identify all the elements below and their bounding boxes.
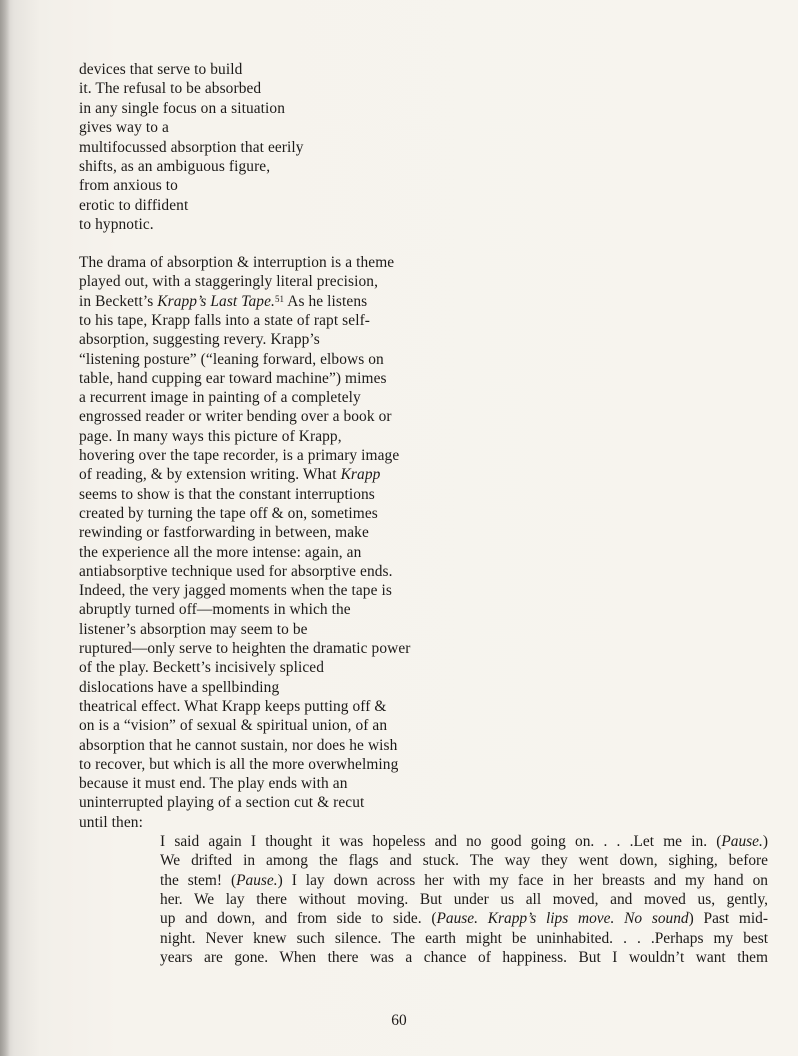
play-title: Krapp — [340, 466, 381, 484]
text-line: hovering over the tape recorder, is a primary image — [79, 447, 400, 464]
text-line: a recurrent image in painting of a completely — [79, 389, 361, 407]
text-line: theatrical effect. What Krapp keeps putting off & — [79, 697, 387, 715]
text-run: I said again I thought it was hopeless and no good going on. . . .Let me in. ( — [160, 833, 722, 850]
quote-line — [160, 871, 768, 890]
text-line: engrossed reader or writer bending over a book or — [79, 408, 392, 426]
text-line: seems to show is that the constant interruptions — [79, 485, 375, 503]
text-run: in Beckett’s — [79, 292, 158, 310]
text-line: absorption that he cannot sustain, nor does he wish — [79, 736, 398, 754]
text-run: ) — [762, 833, 768, 850]
text-line: page. In many ways this picture of Krapp, — [79, 427, 342, 445]
text-line: dislocations have a spellbinding — [79, 678, 280, 696]
text-line: uninterrupted playing of a section cut & recut — [79, 794, 365, 812]
page-number: 60 — [391, 1012, 407, 1029]
text-line: Indeed, the very jagged moments when the tape is — [79, 582, 392, 600]
text-line: because it must end. The play ends with an — [79, 775, 348, 793]
text-run: of reading, & by extension writing. What — [79, 466, 341, 484]
text-line: the experience all the more intense: again, an — [79, 543, 362, 561]
text-line: antiabsorptive technique used for absorptive ends. — [79, 562, 393, 580]
text-line: rewinding or fastforwarding in between, make — [79, 524, 369, 542]
text-line: The drama of absorption & interruption is a theme — [79, 254, 395, 271]
quote-line — [160, 832, 768, 851]
text-line — [79, 465, 380, 484]
text-line: created by turning the tape off & on, sometimes — [79, 504, 378, 522]
text-run: As he listens — [284, 292, 368, 310]
text-line: absorption, suggesting revery. Krapp’s — [79, 331, 320, 349]
quote-line — [160, 909, 768, 928]
text-line: erotic to diffident — [79, 196, 189, 214]
text-line: to recover, but which is all the more overwhelming — [79, 755, 399, 773]
text-line: table, hand cupping ear toward machine”) mimes — [79, 369, 387, 387]
text-run: up and down, and from side to side. ( — [160, 910, 437, 928]
text-line: listener’s absorption may seem to be — [79, 620, 308, 638]
quote-line: We drifted in among the flags and stuck. The way they went down, sighing, before — [160, 852, 768, 870]
text-line: of the play. Beckett’s incisively spliced — [79, 659, 325, 677]
text-run: ) Past mid- — [688, 910, 769, 928]
text-line: from anxious to — [79, 177, 178, 195]
text-line: abruptly turned off—moments in which the — [79, 601, 351, 619]
text-line: to hypnotic. — [79, 216, 154, 234]
gutter-shadow — [0, 0, 10, 1056]
text-line: shifts, as an ambiguous figure, — [79, 158, 271, 175]
text-line: “listening posture” (“leaning forward, elbows on — [79, 350, 384, 368]
text-line: played out, with a staggeringly literal precision, — [79, 273, 379, 291]
stage-direction: Pause. — [721, 833, 763, 850]
footnote-ref: 51 — [274, 293, 285, 304]
stage-direction: Pause. Krapp’s lips move. No sound — [436, 910, 689, 928]
text-line: devices that serve to build — [79, 61, 243, 78]
quote-line: her. We lay there without moving. But under us all moved, and moved us, gently, — [160, 890, 768, 908]
text-line — [79, 292, 367, 311]
stage-direction: Pause. — [236, 871, 278, 889]
text-line: gives way to a — [79, 119, 169, 137]
quote-line: years are gone. When there was a chance of happiness. But I wouldn’t want them — [160, 948, 768, 966]
text-line: to his tape, Krapp falls into a state of rapt self- — [79, 311, 371, 329]
text-line: in any single focus on a situation — [79, 99, 286, 117]
play-title: Krapp’s Last Tape. — [157, 292, 275, 310]
quote-line: night. Never knew such silence. The earth might be uninhabited. . . .Perhaps my best — [160, 929, 768, 947]
text-line: multifocussed absorption that eerily — [79, 138, 304, 156]
text-run: the stem! ( — [160, 871, 237, 889]
text-line: it. The refusal to be absorbed — [79, 80, 262, 98]
text-line: ruptured—only serve to heighten the dramatic power — [79, 640, 411, 657]
text-line: on is a “vision” of sexual & spiritual union, of an — [79, 717, 388, 735]
text-run: ) I lay down across her with my face in her breasts and my hand on — [277, 871, 768, 889]
text-line: until then: — [79, 813, 143, 831]
